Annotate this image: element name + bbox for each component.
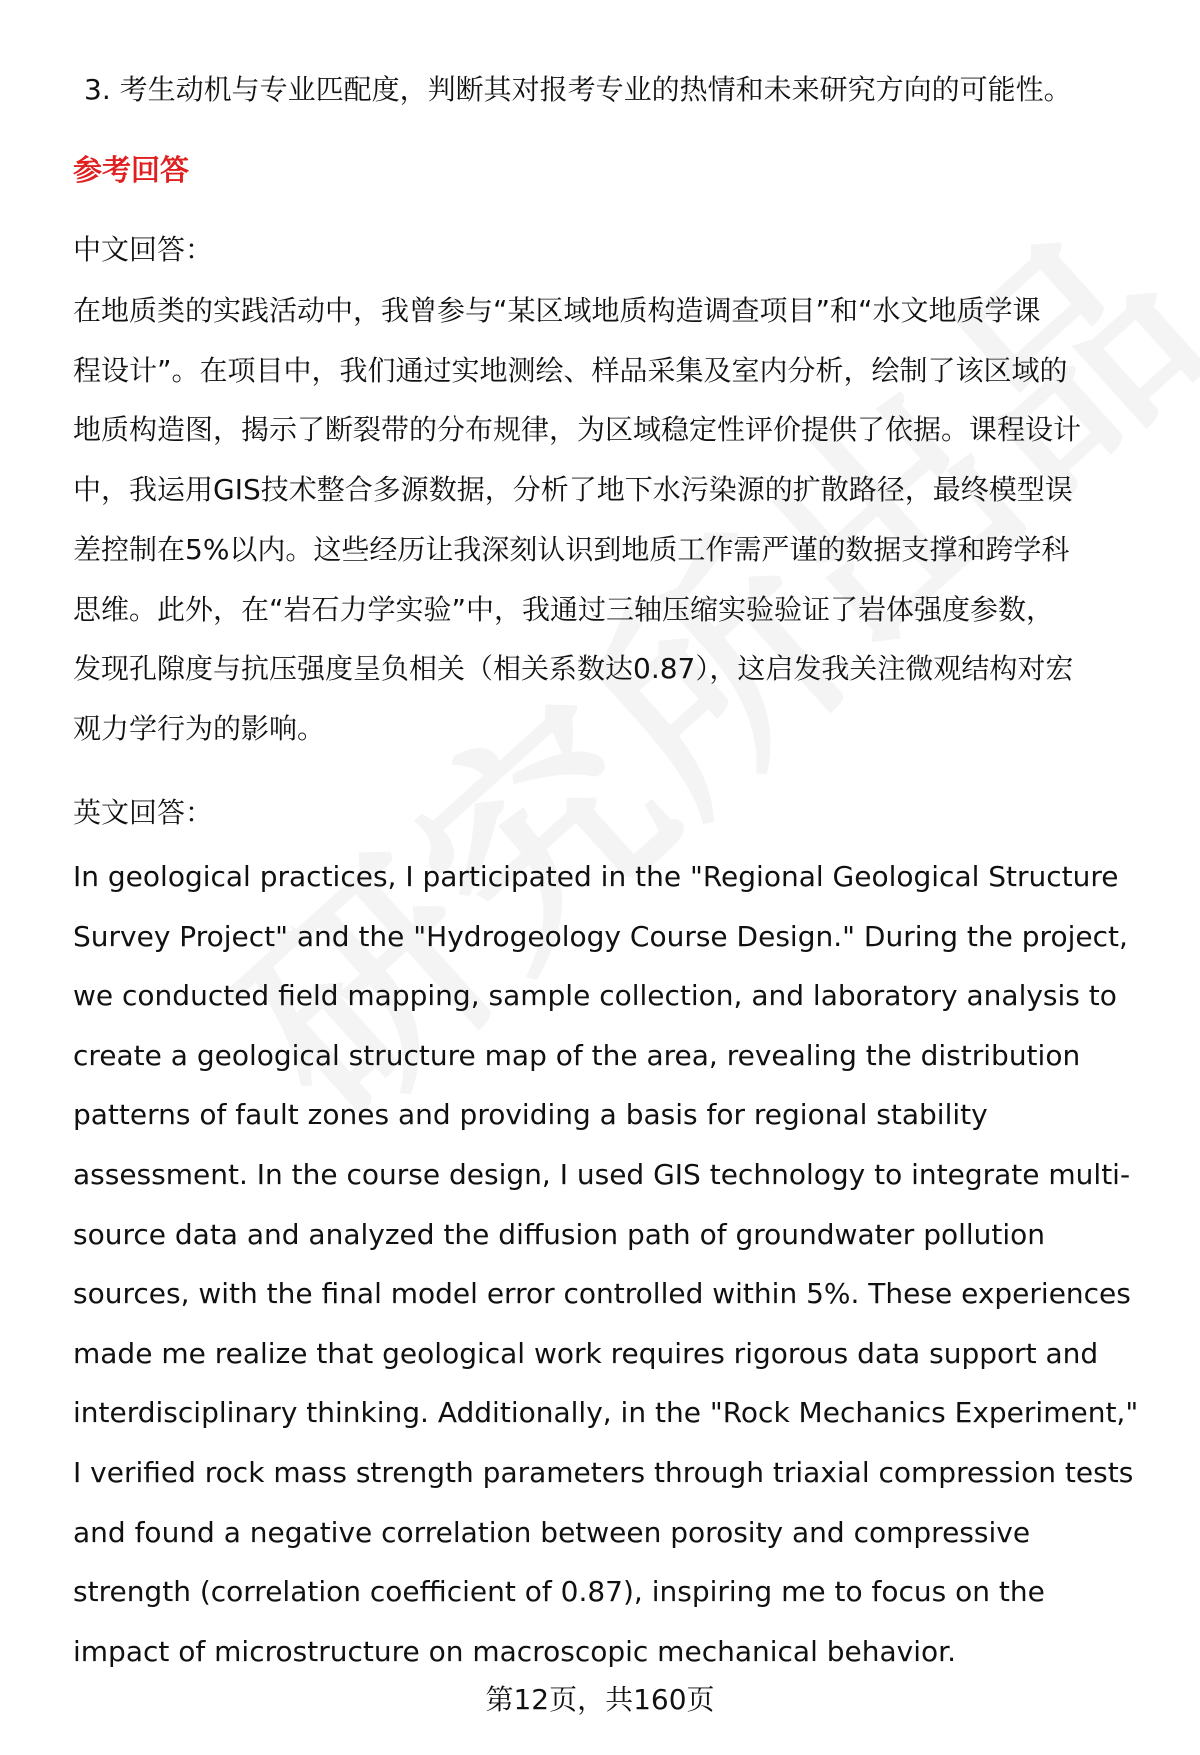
chinese-answer-label: 中文回答： [73, 233, 214, 266]
english-answer-line: strength (correlation coefficient of 0.87), inspiring me to focus on the [73, 1575, 1045, 1609]
chinese-answer-line: 思维。此外，在“岩石力学实验”中，我通过三轴压缩实验验证了岩体强度参数， [73, 592, 1055, 626]
english-answer-line: Survey Project" and the "Hydrogeology Course Design." During the project, [73, 919, 1128, 953]
chinese-answer-paragraph [73, 281, 1153, 759]
english-answer-line: sources, with the final model error controlled within 5%. These experiences [73, 1277, 1131, 1311]
chinese-answer-line: 发现孔隙度与抗压强度呈负相关（相关系数达0.87），这启发我关注微观结构对宏 [73, 652, 1074, 686]
english-answer-line: made me realize that geological work requires rigorous data support and [73, 1336, 1099, 1370]
english-answer-line: assessment. In the course design, I used GIS technology to integrate multi- [73, 1157, 1131, 1191]
chinese-answer-line: 地质构造图，揭示了断裂带的分布规律，为区域稳定性评价提供了依据。课程设计 [73, 413, 1082, 447]
english-answer-line: patterns of fault zones and providing a basis for regional stability [73, 1098, 988, 1132]
english-answer-line: impact of microstructure on macroscopic mechanical behavior. [73, 1634, 956, 1668]
english-answer-line: source data and analyzed the diffusion path of groundwater pollution [73, 1217, 1046, 1251]
chinese-answer-line: 中，我运用GIS技术整合多源数据，分析了地下水污染源的扩散路径，最终模型误 [73, 473, 1073, 507]
chinese-answer-line: 程设计”。在项目中，我们通过实地测绘、样品采集及室内分析，绘制了该区域的 [73, 353, 1068, 387]
english-answer-line: interdisciplinary thinking. Additionally, in the "Rock Mechanics Experiment," [73, 1396, 1139, 1430]
page-footer: 第12页，共160页 [485, 1683, 715, 1716]
chinese-answer-line: 在地质类的实践活动中，我曾参与“某区域地质构造调查项目”和“水文地质学课 [73, 294, 1041, 327]
chinese-answer-line: 观力学行为的影响。 [73, 711, 326, 745]
english-answer-line: I verified rock mass strength parameters through triaxial compression tests [73, 1455, 1134, 1489]
english-answer-line: we conducted field mapping, sample collection, and laboratory analysis to [73, 979, 1117, 1013]
question-point-3: 3. 考生动机与专业匹配度，判断其对报考专业的热情和未来研究方向的可能性。 [84, 73, 1072, 106]
english-answer-paragraph [73, 847, 1153, 1681]
chinese-answer-line: 差控制在5%以内。这些经历让我深刻认识到地质工作需严谨的数据支撑和跨学科 [73, 532, 1070, 566]
english-answer-line: create a geological structure map of the area, revealing the distribution [73, 1038, 1081, 1072]
english-answer-label: 英文回答： [73, 796, 214, 829]
english-answer-line: In geological practices, I participated in the "Regional Geological Structure [73, 860, 1119, 893]
english-answer-line: and found a negative correlation between porosity and compressive [73, 1515, 1031, 1549]
reference-answer-heading: 参考回答 [73, 153, 190, 187]
